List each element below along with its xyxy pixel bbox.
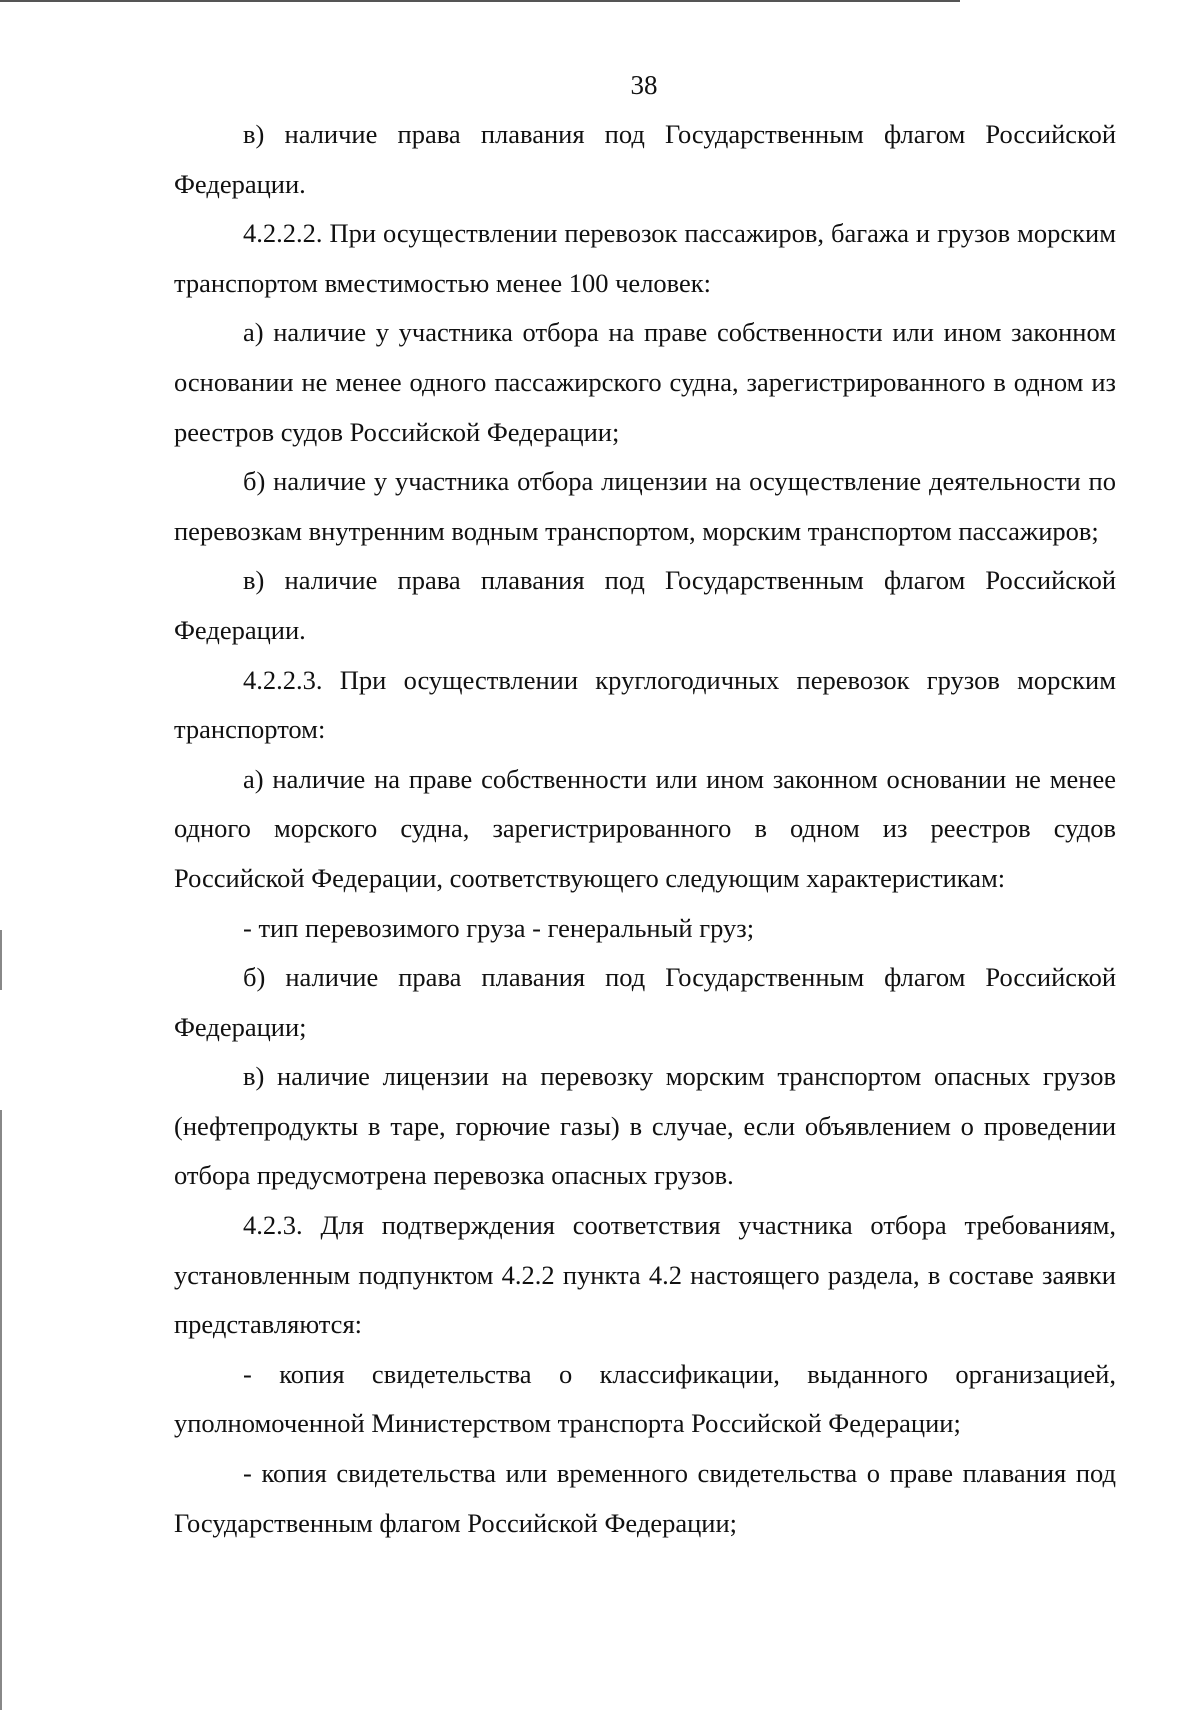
paragraph: 4.2.3. Для подтверждения соответствия участника отбора требованиям, установленным подпунктом 4.2.2 пункта 4.2 настоящего раздела, в составе заявки представляются: — [174, 1210, 1116, 1340]
paragraph: в) наличие лицензии на перевозку морским транспортом опасных грузов (нефтепродукты в таре, горючие газы) в случае, если объявлением о проведении отбора предусмотрена перевозка опасных грузов. — [174, 1061, 1116, 1191]
paragraph: 4.2.2.2. При осуществлении перевозок пассажиров, багажа и грузов морским транспортом вместимостью менее 100 человек: — [174, 218, 1116, 298]
paragraph: - тип перевозимого груза - генеральный груз; — [243, 912, 755, 943]
paragraph: б) наличие у участника отбора лицензии на осуществление деятельности по перевозкам внутренним водным транспортом, морским транспортом пассажиров; — [174, 466, 1116, 546]
document-body — [174, 110, 1116, 1548]
page-number: 38 — [630, 70, 658, 100]
paragraph: а) наличие у участника отбора на праве собственности или ином законном основании не менее одного пассажирского судна, зарегистрированного в одном из реестров судов Российской Федерации; — [174, 317, 1116, 447]
paragraph: в) наличие права плавания под Государственным флагом Российской Федерации. — [174, 565, 1116, 645]
scan-top-edge — [0, 0, 960, 2]
paragraph: в) наличие права плавания под Государственным флагом Российской Федерации. — [174, 119, 1116, 199]
scan-left-edge-mark — [0, 930, 2, 990]
paragraph: а) наличие на праве собственности или ином законном основании не менее одного морского судна, зарегистрированного в одном из реестров судов Российской Федерации, соответствующего следующим характеристикам: — [174, 763, 1116, 893]
paragraph: 4.2.2.3. При осуществлении круглогодичных перевозок грузов морским транспортом: — [174, 664, 1116, 745]
scan-left-edge — [0, 1110, 2, 1710]
paragraph: - копия свидетельства о классификации, выданного организацией, уполномоченной Министерством транспорта Российской Федерации; — [174, 1358, 1116, 1439]
paragraph: б) наличие права плавания под Государственным флагом Российской Федерации; — [174, 962, 1116, 1042]
paragraph: - копия свидетельства или временного свидетельства о праве плавания под Государственным флагом Российской Федерации; — [174, 1458, 1116, 1538]
